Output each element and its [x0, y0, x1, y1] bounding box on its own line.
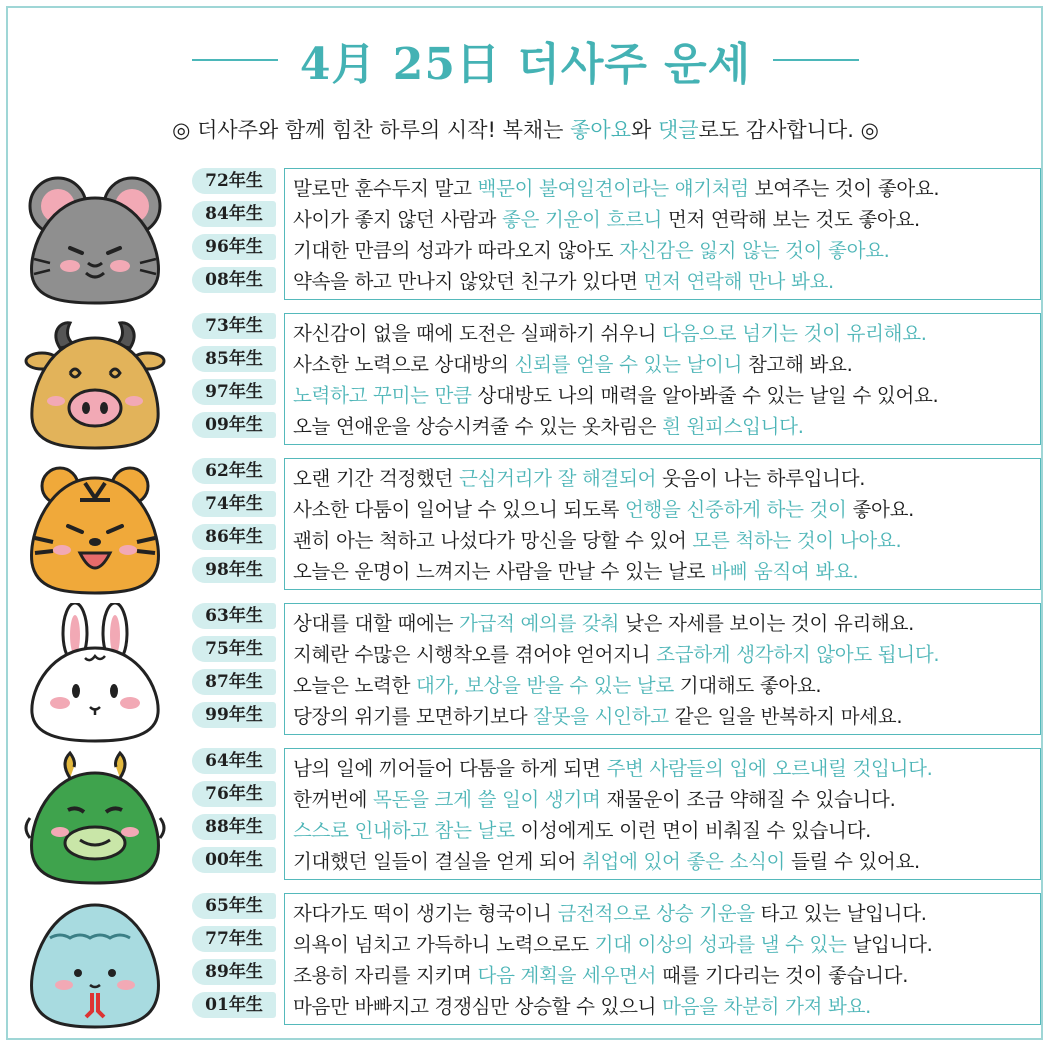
year-badge: 01年生 [192, 992, 276, 1018]
ox-icon [20, 313, 170, 458]
year-badge: 75年生 [192, 636, 276, 662]
year-badge: 09年生 [192, 412, 276, 438]
year-badge: 88年生 [192, 814, 276, 840]
fortune-highlight: 취업에 있어 좋은 소식이 [582, 850, 786, 873]
year-badge: 64年生 [192, 748, 276, 774]
fortune-line [293, 701, 1032, 732]
fortune-line [293, 494, 1032, 525]
fortune-box [284, 168, 1041, 300]
year-badge: 84年生 [192, 201, 276, 227]
fortune-text: 괜히 아는 척하고 나섰다가 망신을 당할 수 있어 [293, 529, 693, 552]
year-badge: 62年生 [192, 458, 276, 484]
fortune-highlight: 모른 척하는 것이 나아요. [692, 529, 902, 552]
fortune-text: 기대해도 좋아요. [673, 674, 822, 697]
fortune-line [293, 525, 1032, 556]
tiger-icon [20, 458, 170, 603]
fortune-box [284, 603, 1041, 735]
fortune-text: 보여주는 것이 좋아요. [748, 177, 940, 200]
fortune-highlight: 기대 이상의 성과를 낼 수 있는 [594, 933, 847, 956]
fortune-text: 때를 기다리는 것이 좋습니다. [656, 964, 909, 987]
header [0, 28, 1051, 92]
fortune-text: 한꺼번에 [293, 788, 374, 811]
birth-years [192, 893, 276, 1025]
intro-part: 로도 감사합니다. [698, 118, 861, 142]
birth-years [192, 458, 276, 590]
zodiac-section-dragon [0, 748, 1051, 893]
year-badge: 00年生 [192, 847, 276, 873]
fortune-highlight: 좋은 기운이 흐르니 [501, 208, 663, 231]
fortune-text: 기대했던 일들이 결실을 얻게 되어 [293, 850, 583, 873]
fortune-text: 낮은 자세를 보이는 것이 유리해요. [619, 612, 915, 635]
fortune-text: 자신감이 없을 때에 도전은 실패하기 쉬우니 [293, 322, 663, 345]
fortune-highlight: 금전적으로 상승 기운을 [557, 902, 755, 925]
fortune-text: 타고 있는 날입니다. [754, 902, 927, 925]
year-badge: 97年生 [192, 379, 276, 405]
zodiac-section-rat [0, 168, 1051, 313]
year-badge: 87年生 [192, 669, 276, 695]
fortune-text: 사이가 좋지 않던 사람과 [293, 208, 502, 231]
fortune-text: 상대를 대할 때에는 [293, 612, 459, 635]
fortune-text: 의욕이 넘치고 가득하니 노력으로도 [293, 933, 595, 956]
fortune-text: 먼저 연락해 보는 것도 좋아요. [662, 208, 920, 231]
fortune-text: 남의 일에 끼어들어 다툼을 하게 되면 [293, 757, 607, 780]
year-badge: 96年生 [192, 234, 276, 260]
zodiac-section-rabbit [0, 603, 1051, 748]
fortune-highlight: 흰 원피스입니다. [662, 415, 804, 438]
fortune-text: 사소한 다툼이 일어날 수 있으니 되도록 [293, 498, 625, 521]
fortune-line [293, 639, 1032, 670]
fortune-line [293, 266, 1032, 297]
fortune-line [293, 556, 1032, 587]
title-divider-left [192, 59, 278, 61]
fortune-text: 마음만 바빠지고 경쟁심만 상승할 수 있으니 [293, 995, 663, 1018]
fortune-highlight: 목돈을 크게 쓸 일이 생기며 [373, 788, 601, 811]
zodiac-section-ox [0, 313, 1051, 458]
fortune-line [293, 318, 1032, 349]
fortune-highlight: 자신감은 잃지 않는 것이 좋아요. [619, 239, 890, 262]
year-badge: 63年生 [192, 603, 276, 629]
year-badge: 74年生 [192, 491, 276, 517]
fortune-line [293, 670, 1032, 701]
year-badge: 76年生 [192, 781, 276, 807]
fortune-text: 오늘 연애운을 상승시켜줄 수 있는 옷차림은 [293, 415, 663, 438]
birth-years [192, 313, 276, 445]
fortune-text: 오랜 기간 걱정했던 [293, 467, 459, 490]
birth-years [192, 748, 276, 880]
fortune-text: 웃음이 나는 하루입니다. [656, 467, 866, 490]
year-badge: 73年生 [192, 313, 276, 339]
fortune-text: 말로만 훈수두지 말고 [293, 177, 478, 200]
circle-symbol-left: ◎ [172, 118, 191, 142]
intro-part: 더사주와 함께 힘찬 하루의 시작! 복채는 [190, 118, 571, 142]
dragon-icon [20, 748, 170, 893]
year-badge: 72年生 [192, 168, 276, 194]
fortune-line [293, 411, 1032, 442]
fortune-line [293, 929, 1032, 960]
fortune-box [284, 893, 1041, 1025]
fortune-box [284, 458, 1041, 590]
intro-highlight-like: 좋아요 [570, 118, 631, 142]
fortune-highlight: 바삐 움직여 봐요. [710, 560, 859, 583]
fortune-line [293, 815, 1032, 846]
fortune-text: 오늘은 노력한 [293, 674, 417, 697]
fortune-line [293, 753, 1032, 784]
fortune-text: 날입니다. [846, 933, 933, 956]
year-badge: 99年生 [192, 702, 276, 728]
fortune-highlight: 마음을 차분히 가져 봐요. [662, 995, 872, 1018]
fortune-highlight: 언행을 신중하게 하는 것이 [624, 498, 847, 521]
fortune-line [293, 380, 1032, 411]
year-badge: 86年生 [192, 524, 276, 550]
fortune-text: 지혜란 수많은 시행착오를 겪어야 얻어지니 [293, 643, 657, 666]
rat-icon [20, 168, 170, 313]
fortune-highlight: 먼저 연락해 만나 봐요. [643, 270, 834, 293]
page-title: 4月 25日 더사주 운세 [299, 39, 752, 90]
fortune-highlight: 스스로 인내하고 참는 날로 [293, 819, 515, 842]
fortune-text: 들릴 수 있어요. [785, 850, 920, 873]
fortune-text: 조용히 자리를 지키며 [293, 964, 478, 987]
fortune-line [293, 235, 1032, 266]
zodiac-section-snake [0, 893, 1051, 1038]
fortune-box [284, 748, 1041, 880]
year-badge: 65年生 [192, 893, 276, 919]
circle-symbol-right: ◎ [860, 118, 879, 142]
fortune-line [293, 898, 1032, 929]
fortune-line [293, 846, 1032, 877]
fortune-highlight: 다음 계획을 세우면서 [477, 964, 657, 987]
fortune-box [284, 313, 1041, 445]
fortune-text: 약속을 하고 만나지 않았던 친구가 있다면 [293, 270, 644, 293]
year-badge: 77年生 [192, 926, 276, 952]
year-badge: 98年生 [192, 557, 276, 583]
fortune-highlight: 주변 사람들의 입에 오르내릴 것입니다. [606, 757, 933, 780]
fortune-highlight: 백문이 불여일견이라는 얘기처럼 [477, 177, 749, 200]
fortune-line [293, 173, 1032, 204]
birth-years [192, 168, 276, 300]
fortune-text: 같은 일을 반복하지 마세요. [668, 705, 903, 728]
fortune-line [293, 349, 1032, 380]
intro-part: 와 [631, 118, 658, 142]
year-badge: 08年生 [192, 267, 276, 293]
zodiac-section-tiger [0, 458, 1051, 603]
fortune-line [293, 463, 1032, 494]
fortune-text: 사소한 노력으로 상대방의 [293, 353, 515, 376]
fortune-text: 기대한 만큼의 성과가 따라오지 않아도 [293, 239, 620, 262]
fortune-line [293, 960, 1032, 991]
fortune-highlight: 노력하고 꾸미는 만큼 [293, 384, 472, 407]
fortune-text: 상대방도 나의 매력을 알아봐줄 수 있는 날일 수 있어요. [471, 384, 939, 407]
fortune-highlight: 신뢰를 얻을 수 있는 날이니 [514, 353, 743, 376]
intro-text [0, 114, 1051, 144]
fortune-text: 오늘은 운명이 느껴지는 사람을 만날 수 있는 날로 [293, 560, 711, 583]
birth-years [192, 603, 276, 735]
fortune-highlight: 다음으로 넘기는 것이 유리해요. [662, 322, 927, 345]
year-badge: 89年生 [192, 959, 276, 985]
intro-highlight-comment: 댓글 [657, 118, 699, 142]
fortune-highlight: 조급하게 생각하지 않아도 됩니다. [656, 643, 940, 666]
fortune-highlight: 잘못을 시인하고 [533, 705, 669, 728]
fortune-line [293, 204, 1032, 235]
fortune-text: 이성에게도 이런 면이 비춰질 수 있습니다. [514, 819, 872, 842]
fortune-text: 참고해 봐요. [742, 353, 853, 376]
snake-icon [20, 893, 170, 1038]
fortune-highlight: 대가, 보상을 받을 수 있는 날로 [416, 674, 674, 697]
fortune-line [293, 608, 1032, 639]
fortune-text: 자다가도 떡이 생기는 형국이니 [293, 902, 558, 925]
fortune-text: 당장의 위기를 모면하기보다 [293, 705, 534, 728]
fortune-text: 좋아요. [846, 498, 915, 521]
title-divider-right [773, 59, 859, 61]
fortune-line [293, 784, 1032, 815]
fortune-highlight: 가급적 예의를 갖춰 [459, 612, 620, 635]
fortune-text: 재물운이 조금 약해질 수 있습니다. [600, 788, 896, 811]
year-badge: 85年生 [192, 346, 276, 372]
rabbit-icon [20, 603, 170, 748]
fortune-highlight: 근심거리가 잘 해결되어 [459, 467, 657, 490]
fortune-line [293, 991, 1032, 1022]
